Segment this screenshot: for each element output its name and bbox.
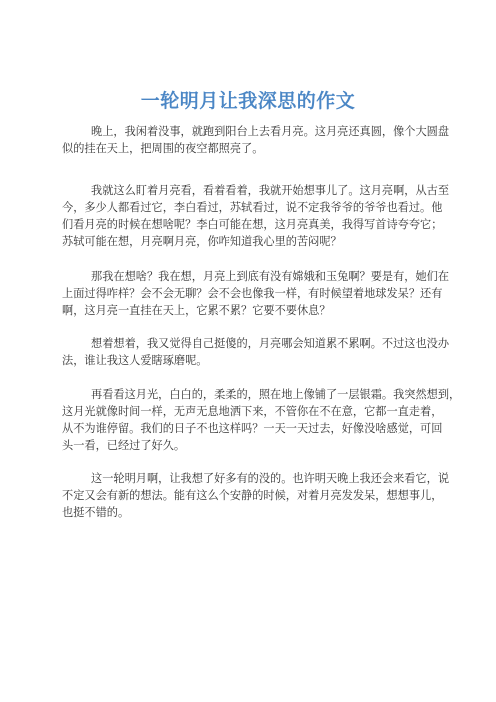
paragraph-line: 啊，这月亮一直挂在天上，它累不累？它要不要休息？: [62, 304, 331, 317]
paragraph-line: 不定又会有新的想法。能有这么个安静的时候，对着月亮发发呆，想想事儿，: [62, 489, 443, 502]
paragraph-line: 上面过得咋样？会不会无聊？会不会也像我一样，有时候望着地球发呆？还有: [62, 287, 443, 300]
paragraph-line: 这月光就像时间一样，无声无息地洒下来，不管你在不在意，它都一直走着，: [62, 405, 443, 418]
document-title: 一轮明月让我深思的作文: [140, 90, 356, 112]
paragraph-line: 晚上，我闲着没事，就跑到阳台上去看月亮。这月亮还真圆，像个大圆盘: [91, 125, 450, 138]
paragraph-line: 似的挂在天上，把周围的夜空都照亮了。: [62, 142, 264, 155]
paragraph-line: 们看月亮的时候在想啥呢？李白可能在想，这月亮真美，我得写首诗夸夸它；: [62, 218, 443, 231]
paragraph-line: 那我在想啥？我在想，月亮上到底有没有嫦娥和玉兔啊？要是有，她们在: [91, 270, 450, 283]
paragraph-line: 我就这么盯着月亮看，看着看着，我就开始想事儿了。这月亮啊，从古至: [91, 184, 450, 197]
paragraph-line: 今，多少人都看过它，李白看过，苏轼看过，说不定我爷爷的爷爷也看过。他: [62, 201, 443, 214]
paragraph-5: [62, 386, 461, 454]
paragraph-line: 这一轮明月啊，让我想了好多有的没的。也许明天晚上我还会来看它，说: [91, 472, 450, 485]
paragraph-4: [62, 335, 450, 369]
paragraph-6: [62, 470, 450, 521]
paragraph-line: 苏轼可能在想，月亮啊月亮，你咋知道我心里的苦闷呢？: [62, 235, 342, 248]
paragraph-1: [62, 123, 450, 157]
paragraph-3: [62, 268, 450, 319]
paragraph-line: 法，谁让我这人爱瞎琢磨呢。: [62, 354, 208, 367]
paragraph-line: 头一看，已经过了好久。: [62, 439, 186, 452]
paragraph-line: 从不为谁停留。我们的日子不也这样吗？一天一天过去，好像没啥感觉，可回: [62, 422, 443, 435]
paragraph-line: 想着想着，我又觉得自己挺傻的，月亮哪会知道累不累啊。不过这也没办: [91, 337, 450, 350]
paragraph-2: [62, 182, 450, 250]
paragraph-line: 也挺不错的。: [62, 506, 130, 519]
paragraph-line: 再看看这月光，白白的，柔柔的，照在地上像铺了一层银霜。我突然想到，: [91, 388, 461, 401]
